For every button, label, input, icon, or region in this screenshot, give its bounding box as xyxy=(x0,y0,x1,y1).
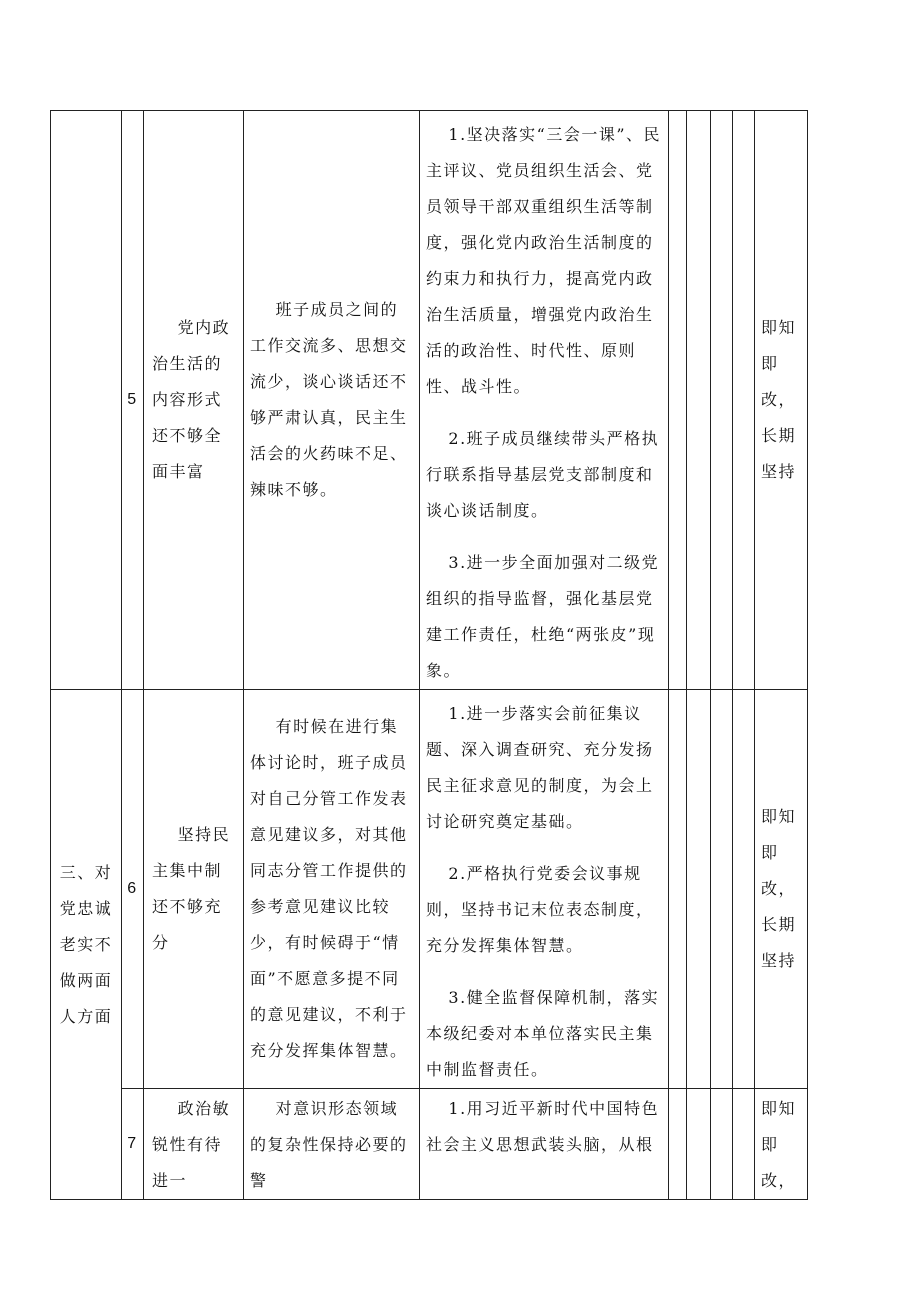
measures-cell xyxy=(420,690,669,1089)
row-number: 6 xyxy=(122,690,144,1089)
empty-cell xyxy=(711,690,733,1089)
measure-item: 1.用习近平新时代中国特色社会主义思想武装头脑，从根 xyxy=(426,1099,660,1154)
deadline-cell: 即知即改，长期坚持 xyxy=(755,111,808,690)
measures-cell xyxy=(420,111,669,690)
table-row xyxy=(51,1089,808,1200)
measure-item: 1.坚决落实“三会一课”、民主评议、党员组织生活会、党员领导干部双重组织生活等制度，强化党内政治生活制度的约束力和执行力，提高党内政治生活质量，增强党内政治生活的政治性、时代性、原则性、战斗性。 xyxy=(426,125,662,396)
rectification-table xyxy=(50,110,808,1200)
measure-item: 2.严格执行党委会议事规则，坚持书记末位表态制度，充分发挥集体智慧。 xyxy=(426,864,654,955)
empty-cell xyxy=(711,111,733,690)
empty-cell xyxy=(733,690,755,1089)
category-cell xyxy=(51,111,122,690)
empty-cell xyxy=(733,1089,755,1200)
empty-cell xyxy=(669,690,687,1089)
deadline-cell: 即知即改， xyxy=(755,1089,808,1200)
measure-item: 2.班子成员继续带头严格执行联系指导基层党支部制度和谈心谈话制度。 xyxy=(426,429,660,520)
measure-item: 3.进一步全面加强对二级党组织的指导监督，强化基层党建工作责任，杜绝“两张皮”现象。 xyxy=(426,553,660,680)
empty-cell xyxy=(669,1089,687,1200)
category-cell: 三、对党忠诚老实不做两面人方面 xyxy=(51,690,122,1200)
problem-cell: 党内政治生活的内容形式还不够全面丰富 xyxy=(144,111,244,690)
empty-cell xyxy=(733,111,755,690)
row-number: 7 xyxy=(122,1089,144,1200)
table-row xyxy=(51,111,808,690)
row-number: 5 xyxy=(122,111,144,690)
measure-item: 1.进一步落实会前征集议题、深入调查研究、充分发扬民主征求意见的制度，为会上讨论研究奠定基础。 xyxy=(426,704,654,831)
empty-cell xyxy=(711,1089,733,1200)
problem-cell: 坚持民主集中制还不够充分 xyxy=(144,690,244,1089)
description-cell: 对意识形态领域的复杂性保持必要的警 xyxy=(244,1089,420,1200)
table-row xyxy=(51,690,808,1089)
description-cell: 有时候在进行集体讨论时，班子成员对自己分管工作发表意见建议多，对其他同志分管工作提供的参考意见建议比较少，有时候碍于“情面”不愿意多提不同的意见建议，不利于充分发挥集体智慧。 xyxy=(244,690,420,1089)
empty-cell xyxy=(669,111,687,690)
deadline-cell: 即知即改，长期坚持 xyxy=(755,690,808,1089)
empty-cell xyxy=(687,111,711,690)
measures-cell xyxy=(420,1089,669,1200)
empty-cell xyxy=(687,690,711,1089)
measure-item: 3.健全监督保障机制，落实本级纪委对本单位落实民主集中制监督责任。 xyxy=(426,988,660,1079)
empty-cell xyxy=(687,1089,711,1200)
description-cell: 班子成员之间的工作交流多、思想交流少，谈心谈话还不够严肃认真，民主生活会的火药味不足、辣味不够。 xyxy=(244,111,420,690)
problem-cell: 政治敏锐性有待进一 xyxy=(144,1089,244,1200)
